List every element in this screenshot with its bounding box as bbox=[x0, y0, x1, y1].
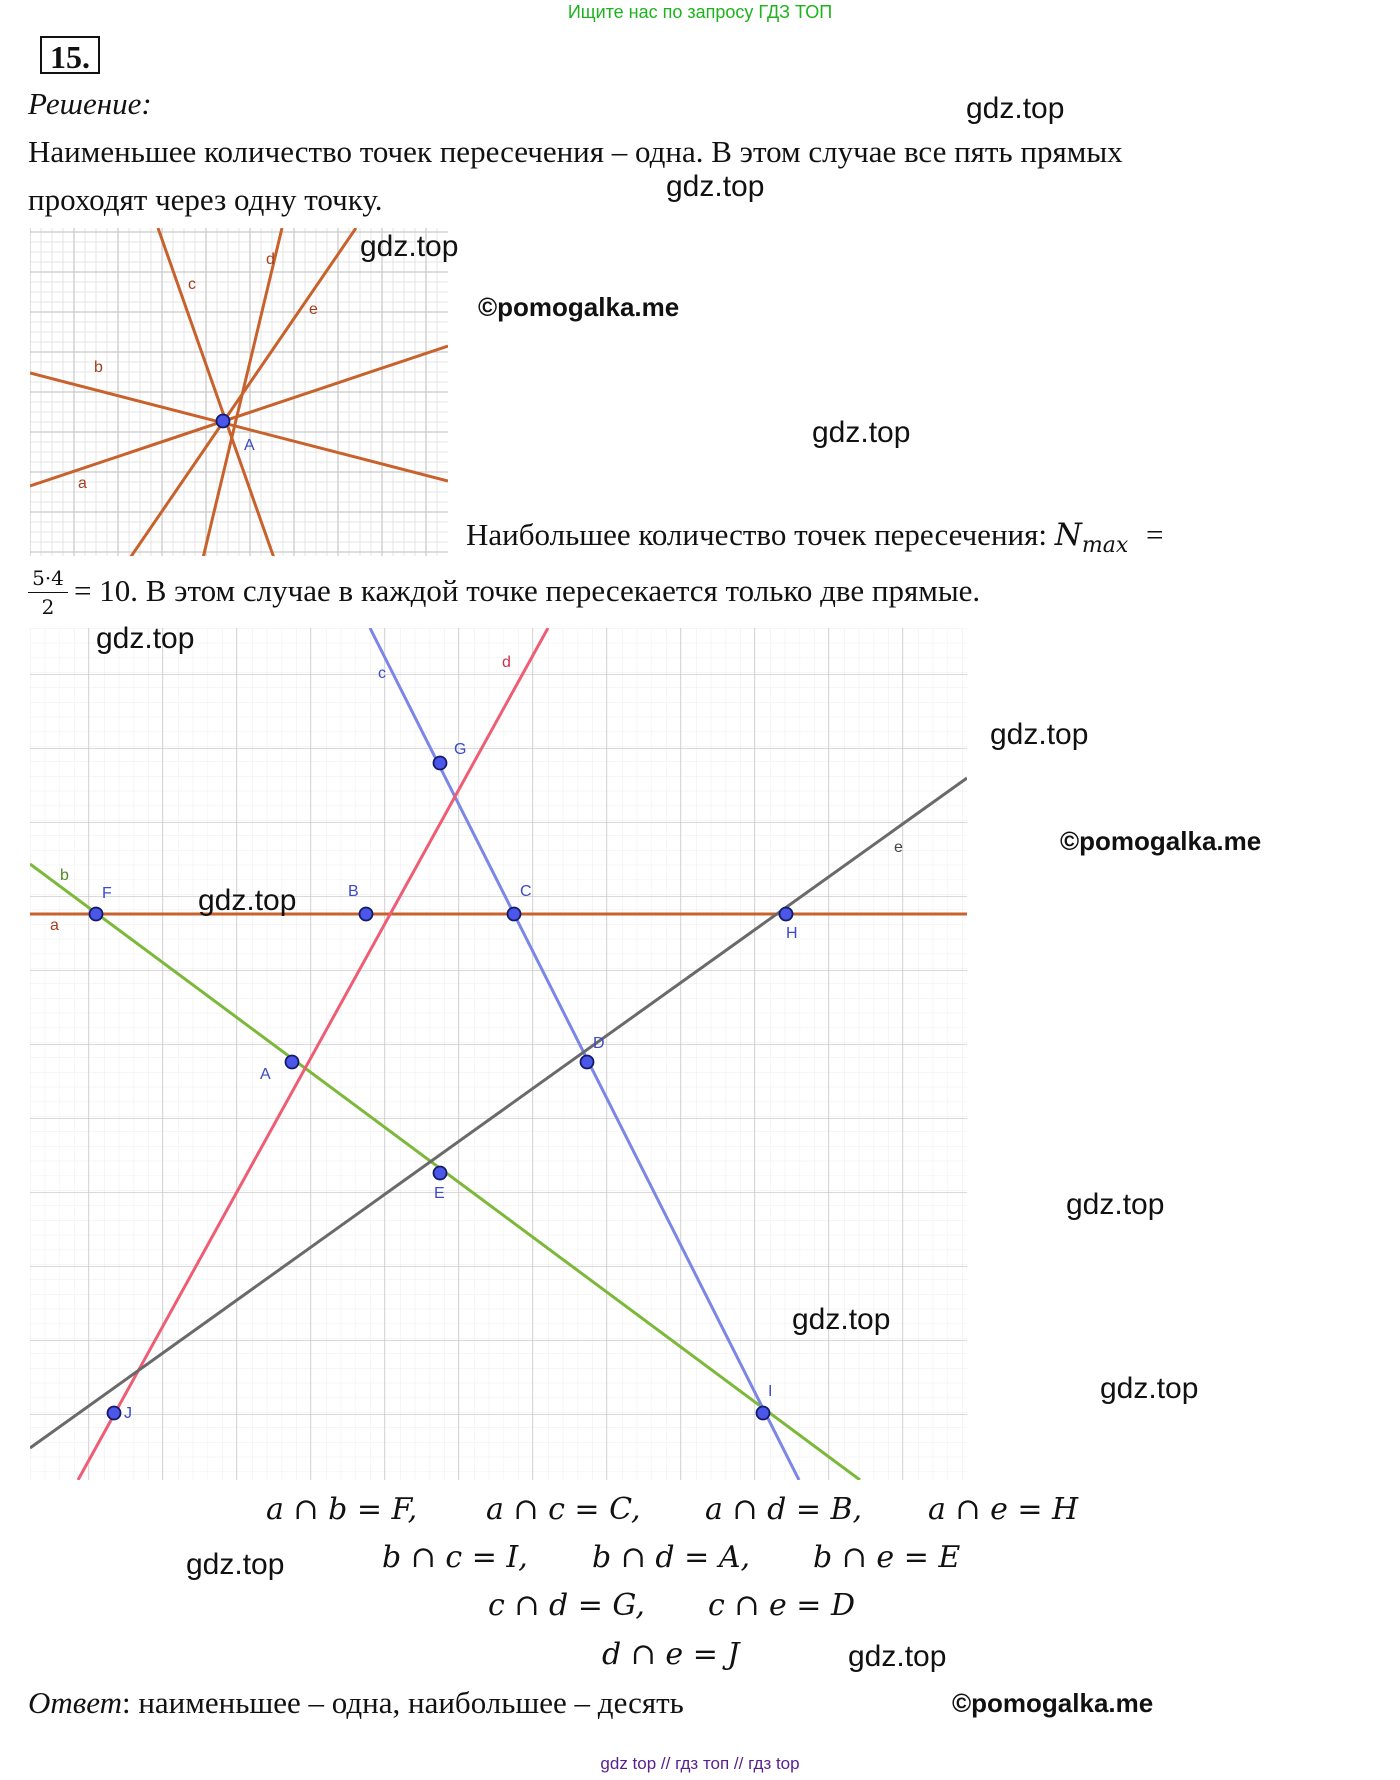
point-label-i: I bbox=[768, 1383, 773, 1400]
problem-number: 15. bbox=[40, 36, 100, 74]
watermark-gdz-3: gdz.top bbox=[360, 230, 459, 263]
figure2-label-d: d bbox=[502, 654, 511, 671]
formula-a-c: a ∩ c = C, bbox=[486, 1492, 641, 1527]
point-label-e: E bbox=[434, 1185, 445, 1202]
watermark-gdz-2: gdz.top bbox=[666, 170, 765, 203]
watermark-gdz-12: gdz.top bbox=[848, 1640, 947, 1673]
figure2-label-b: b bbox=[60, 867, 69, 884]
figure2-major-grid bbox=[30, 628, 970, 1480]
point-label-a: A bbox=[260, 1066, 271, 1083]
watermark-pomogalka-2: ©pomogalka.me bbox=[1060, 826, 1262, 856]
answer-text: : наименьшее – одна, наибольшее – десять bbox=[121, 1685, 684, 1720]
solution-label: Решение: bbox=[28, 86, 152, 121]
watermark-gdz-4: gdz.top bbox=[812, 416, 911, 449]
point-e bbox=[434, 1167, 447, 1180]
point-label-d: D bbox=[593, 1035, 605, 1052]
point-a bbox=[286, 1056, 299, 1069]
point-b bbox=[360, 908, 373, 921]
figure1-point-a bbox=[217, 415, 230, 428]
fraction bbox=[28, 566, 68, 619]
watermark-pomogalka-1: ©pomogalka.me bbox=[478, 292, 680, 322]
paragraph1-line1: Наименьшее количество точек пересечения – одна. В этом случае все пять прямых bbox=[28, 134, 1123, 169]
point-label-b: B bbox=[348, 883, 359, 900]
point-f bbox=[90, 908, 103, 921]
point-label-c: C bbox=[520, 883, 532, 900]
watermark-pomogalka-3: ©pomogalka.me bbox=[952, 1688, 1154, 1718]
formula-a-e: a ∩ e = H bbox=[928, 1492, 1079, 1527]
formula-b-d: b ∩ d = A, bbox=[592, 1540, 751, 1575]
watermark-gdz-7: gdz.top bbox=[198, 884, 297, 917]
nmax-subscript: max bbox=[1081, 533, 1129, 559]
figure1-minor-grid bbox=[30, 228, 450, 558]
formula-d-e: d ∩ e = J bbox=[602, 1637, 740, 1672]
point-label-g: G bbox=[454, 741, 467, 758]
point-i bbox=[757, 1407, 770, 1420]
figure1-label-d: d bbox=[266, 251, 275, 268]
figure1-point-label: A bbox=[244, 437, 255, 454]
paragraph2-line2: = 10. В этом случае в каждой точке пересекается только две прямые. bbox=[74, 573, 981, 608]
formula-c-e: c ∩ e = D bbox=[708, 1588, 856, 1623]
watermark-gdz-1: gdz.top bbox=[966, 92, 1065, 125]
point-label-j: J bbox=[124, 1405, 132, 1422]
point-label-f: F bbox=[102, 885, 112, 902]
point-g bbox=[434, 757, 447, 770]
figure1-label-b: b bbox=[94, 359, 103, 376]
formula-a-b: a ∩ b = F, bbox=[266, 1492, 418, 1527]
figure1-label-e: e bbox=[309, 301, 318, 318]
watermark-gdz-5: gdz.top bbox=[96, 622, 195, 655]
watermark-gdz-9: gdz.top bbox=[792, 1303, 891, 1336]
fraction-numerator: 5·4 bbox=[32, 566, 64, 590]
figure-ten-points bbox=[30, 628, 970, 1480]
point-label-h: H bbox=[786, 925, 798, 942]
point-d bbox=[581, 1056, 594, 1069]
watermark-gdz-11: gdz.top bbox=[186, 1548, 285, 1581]
formula-b-c: b ∩ c = I, bbox=[382, 1540, 528, 1575]
paragraph2-text: Наибольшее количество точек пересечения: bbox=[466, 517, 1047, 552]
watermark-gdz-8: gdz.top bbox=[1066, 1188, 1165, 1221]
answer-label: Ответ bbox=[28, 1685, 122, 1720]
figure-one-point bbox=[30, 228, 450, 558]
formula-b-e: b ∩ e = E bbox=[813, 1540, 961, 1575]
footer-links[interactable]: gdz top // гдз топ // гдз top bbox=[600, 1754, 800, 1773]
point-h bbox=[780, 908, 793, 921]
figure1-label-c: c bbox=[188, 276, 196, 293]
formula-a-d: a ∩ d = B, bbox=[705, 1492, 863, 1527]
nmax-symbol: N bbox=[1054, 517, 1082, 553]
formula-c-d: c ∩ d = G, bbox=[488, 1588, 645, 1623]
watermark-gdz-10: gdz.top bbox=[1100, 1372, 1199, 1405]
figure2-label-c: c bbox=[378, 665, 386, 682]
figure1-label-a: a bbox=[78, 475, 87, 492]
paragraph1-line2: проходят через одну точку. bbox=[28, 182, 383, 217]
answer-line bbox=[28, 1684, 684, 1722]
point-c bbox=[508, 908, 521, 921]
point-j bbox=[108, 1407, 121, 1420]
fraction-denominator: 2 bbox=[41, 595, 55, 619]
figure2-label-a: a bbox=[50, 917, 59, 934]
figure1-major-grid bbox=[30, 228, 450, 558]
figure2-label-e: e bbox=[894, 839, 903, 856]
paragraph2-line1 bbox=[466, 516, 1164, 565]
header-search-hint[interactable]: Ищите нас по запросу ГДЗ ТОП bbox=[567, 2, 833, 22]
nmax-equals: = bbox=[1146, 517, 1164, 552]
watermark-gdz-6: gdz.top bbox=[990, 718, 1089, 751]
figure1-line-e bbox=[130, 228, 356, 558]
